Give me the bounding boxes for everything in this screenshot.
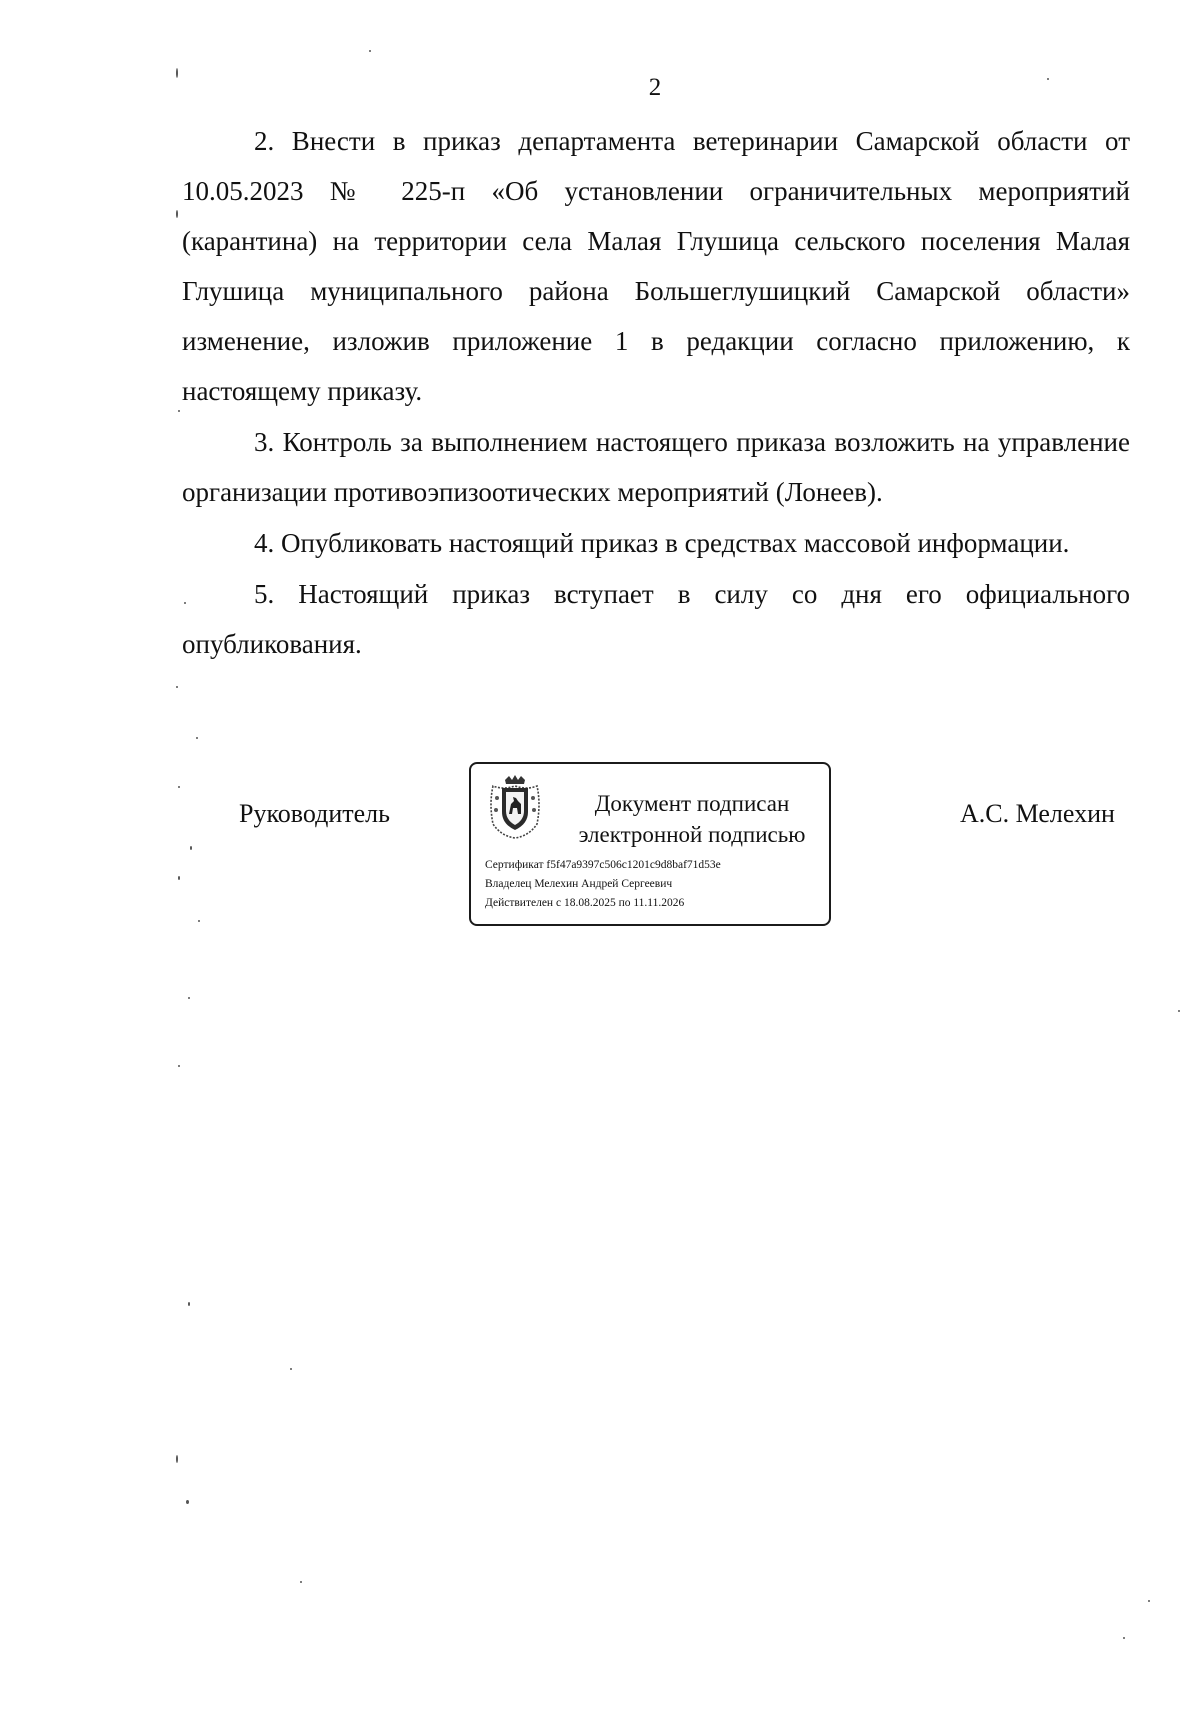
paragraph-3: 3. Контроль за выполнением настоящего приказа возложить на управление организации противоэпизоотических мероприятий (Лонеев).: [182, 427, 1130, 507]
certificate-number: Сертификат f5f47a9397c506c1201c9d8baf71d53e: [485, 859, 721, 871]
stamp-line-1: Документ подписан: [594, 791, 790, 816]
scan-speck: [178, 876, 180, 880]
scan-speck: [1178, 1010, 1180, 1012]
stamp-line-2: электронной подписью: [578, 822, 806, 847]
certificate-validity: Действителен с 18.08.2025 по 11.11.2026: [485, 897, 685, 909]
paragraph-4: 4. Опубликовать настоящий приказ в средствах массовой информации.: [254, 528, 1070, 558]
scan-speck: [186, 1500, 189, 1504]
paragraph-2: 2. Внести в приказ департамента ветеринарии Самарской области от 10.05.2023 № 225-п «Об установлении ограничительных мероприятий (карантина) на территории села Малая Глушица сельского поселения Малая Глушица муниципального района Большеглушицкий Самарской области» изменение, изложив приложение 1 в редакции согласно приложению, к настоящему приказу.: [182, 126, 1130, 406]
scan-speck: [1148, 1600, 1150, 1602]
coat-of-arms-icon: [487, 774, 543, 840]
scan-speck: [178, 1065, 180, 1067]
scan-speck: [188, 997, 190, 999]
scan-speck: [290, 1368, 292, 1370]
stamp-details: [485, 856, 825, 913]
scan-speck: [176, 686, 178, 688]
scan-speck: [300, 1581, 302, 1583]
scan-speck: [178, 786, 180, 788]
stamp-heading: [567, 788, 817, 850]
paragraph-5: 5. Настоящий приказ вступает в силу со дня его официального опубликования.: [182, 579, 1130, 659]
scan-speck: [184, 602, 186, 604]
certificate-owner: Владелец Мелехин Андрей Сергеевич: [485, 878, 673, 890]
electronic-signature-stamp: [469, 762, 831, 926]
scan-speck: [369, 50, 371, 52]
scan-speck: [176, 68, 178, 78]
scan-speck: [188, 1302, 190, 1306]
page-number: 2: [648, 74, 662, 101]
scan-speck: [196, 737, 198, 739]
scan-speck: [176, 210, 178, 218]
scan-speck: [198, 920, 200, 922]
scan-speck: [1123, 1637, 1125, 1639]
scan-speck: [1047, 78, 1049, 80]
scan-speck: [190, 846, 192, 850]
signer-name: А.С. Мелехин: [960, 799, 1115, 828]
signer-title: Руководитель: [239, 799, 390, 828]
scan-speck: [176, 1455, 178, 1463]
document-body: [182, 116, 1130, 670]
scan-speck: [178, 410, 180, 412]
